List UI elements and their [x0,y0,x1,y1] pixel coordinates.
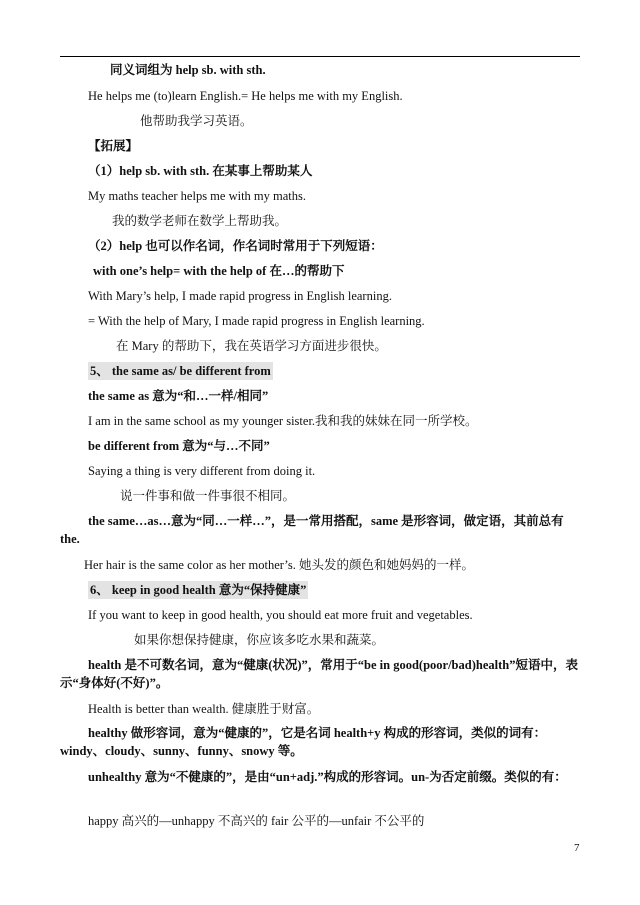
section-heading: 5、 the same as/ be different from [90,364,271,378]
text-line: 我的数学老师在数学上帮助我。 [112,214,288,228]
text-line: 如果你想保持健康，你应该多吃水果和蔬菜。 [134,633,385,647]
text-line: the same as 意为“和…一样/相同” [88,389,269,403]
text-line: I am in the same school as my younger sister.我和我的妹妹在同一所学校。 [88,414,478,428]
text-line: If you want to keep in good health, you should eat more fruit and vegetables. [88,608,473,622]
text-line: （2）help 也可以作名词，作名词时常用于下列短语： [88,239,383,253]
page-number: 7 [574,842,580,854]
text-line: with one’s help= with the help of 在…的帮助下 [93,264,345,278]
section-heading: 6、 keep in good health 意为“保持健康” [90,583,307,597]
text-line: 他帮助我学习英语。 [140,114,253,128]
section-heading: 【拓展】 [88,139,139,153]
text-line: My maths teacher helps me with my maths. [88,189,307,203]
text-line: 同义词组为 help sb. with sth. [110,63,266,77]
text-line: Health is better than wealth. 健康胜于财富。 [88,702,320,716]
text-line: be different from 意为“与…不同” [88,439,270,453]
text-line: Saying a thing is very different from doing it. [88,464,316,478]
text-line: Her hair is the same color as her mother’s. 她头发的颜色和她妈妈的一样。 [84,558,474,572]
header-rule [60,56,580,57]
paragraph: healthy 做形容词，意为“健康的”，它是名词 health+y 构成的形容词，类似的词有：windy、cloudy、sunny、funny、snowy 等。 [60,726,547,758]
text-line: = With the help of Mary, I made rapid progress in English learning. [88,314,425,328]
paragraph: health 是不可数名词，意为“健康(状况)”，常用于“be in good(poor/bad)health”短语中，表示“身体好(不好)”。 [60,658,578,690]
text-line: 说一件事和做一件事很不相同。 [120,489,296,503]
paragraph: unhealthy 意为“不健康的”，是由“un+adj.”构成的形容词。un-为否定前缀。类似的有： [88,770,567,784]
text-line: He helps me (to)learn English.= He helps me with my English. [88,89,403,103]
paragraph: the same…as…意为“同…一样…”，是一常用搭配，same 是形容词，做定语，其前总有 the. [60,514,564,546]
text-line: With Mary’s help, I made rapid progress in English learning. [88,289,392,303]
text-line: happy 高兴的—unhappy 不高兴的 fair 公平的—unfair 不公平的 [88,814,425,828]
text-line: 在 Mary 的帮助下，我在英语学习方面进步很快。 [116,339,387,353]
text-line: （1）help sb. with sth. 在某事上帮助某人 [88,164,313,178]
